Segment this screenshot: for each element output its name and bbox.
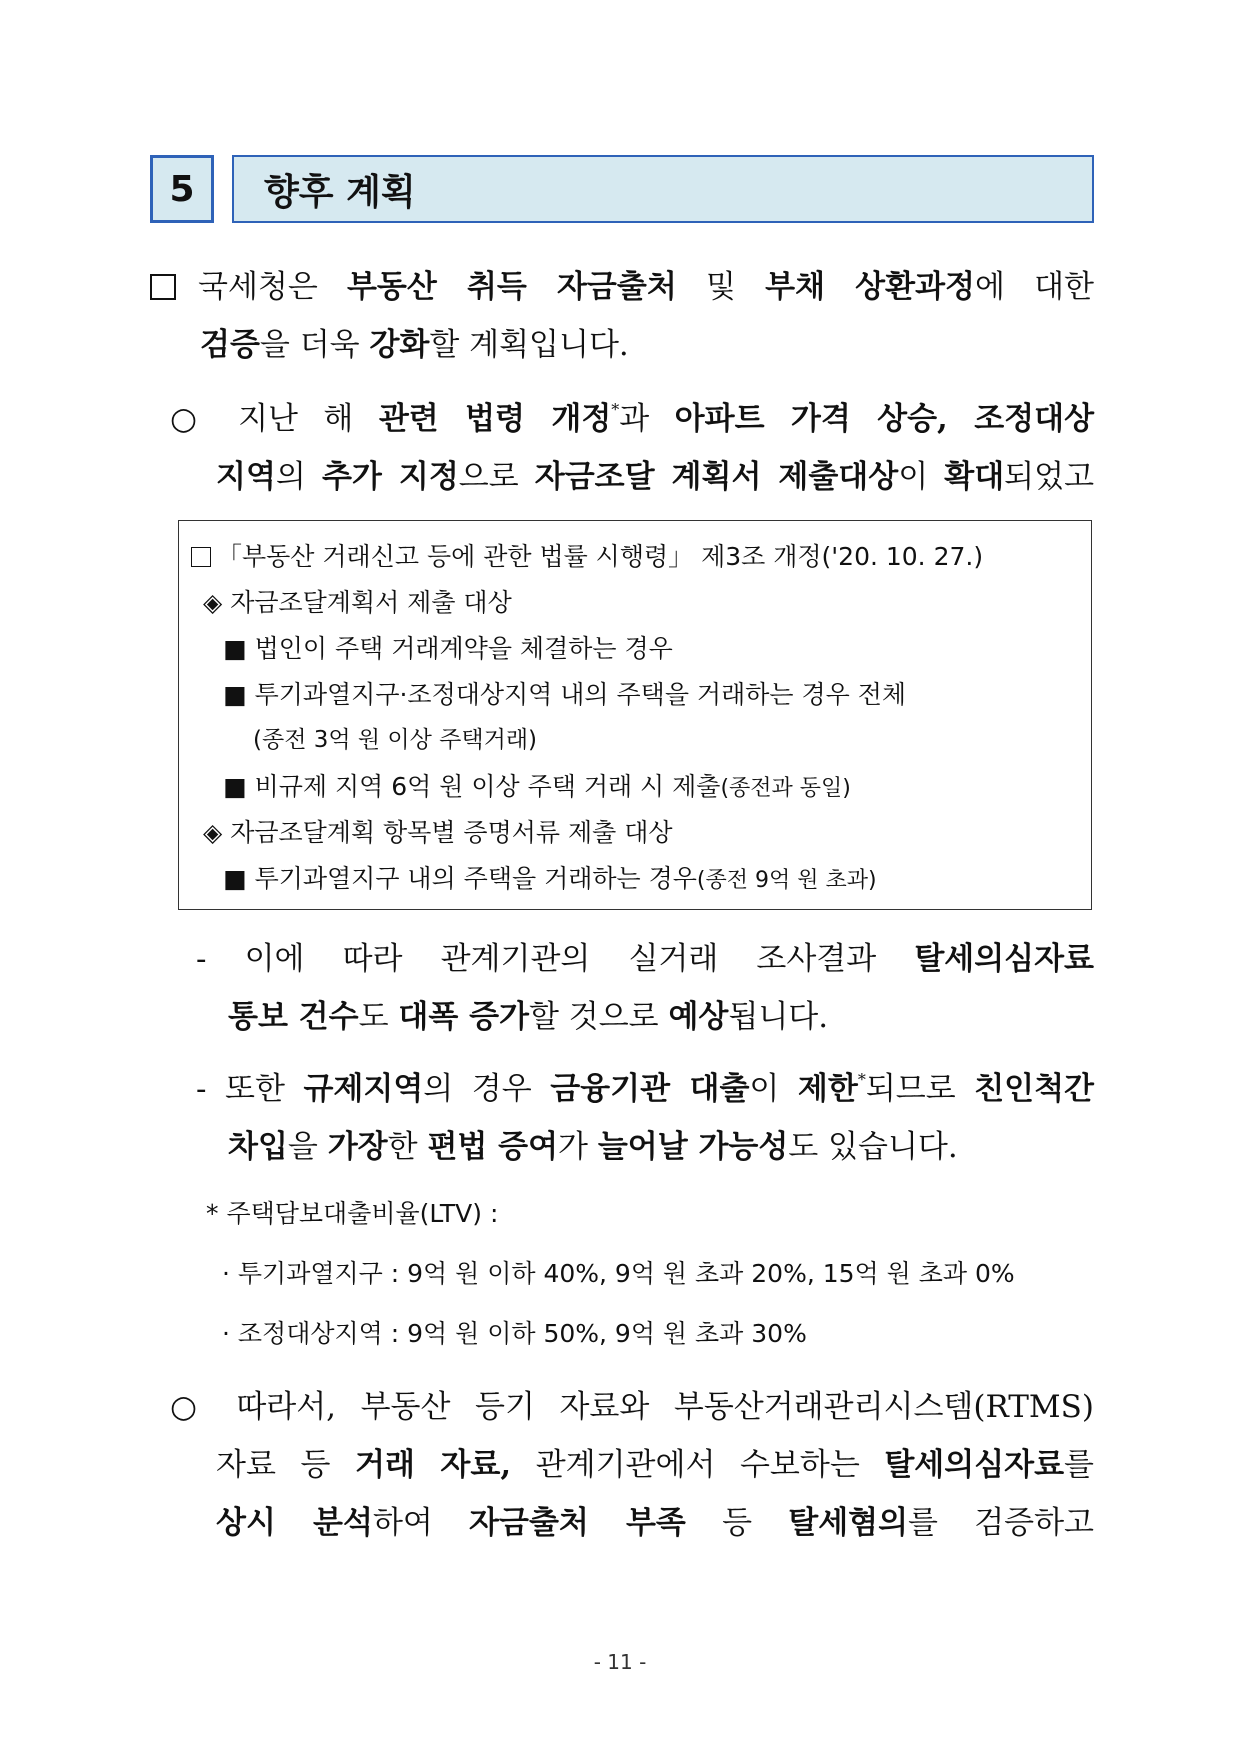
checkbox-icon: [191, 547, 211, 567]
footnote-item-1: · 투기과열지구 : 9억 원 이하 40%, 9억 원 초과 20%, 15억 원 초과 0%: [222, 1259, 1015, 1288]
checkbox-icon: [150, 274, 176, 300]
box-header: 「부동산 거래신고 등에 관한 법률 시행령」 제3조 개정('20. 10. 27.): [191, 537, 983, 573]
box-item: ■ 비규제 지역 6억 원 이상 주택 거래 시 제출(종전과 동일): [223, 772, 851, 801]
square-bullet-icon: ■: [223, 772, 247, 801]
footnote-title: * 주택담보대출비율(LTV) :: [206, 1199, 499, 1228]
footnote-item-2: · 조정대상지역 : 9억 원 이하 50%, 9억 원 초과 30%: [222, 1319, 807, 1348]
circle-bullet-icon: ○: [170, 1389, 237, 1425]
square-bullet-icon: ■: [223, 634, 247, 663]
dash-paragraph-1: - 이에 따라 관계기관의 실거래 조사결과 탈세의심자료 통보 건수도 대폭 증가할 것으로 예상됩니다.: [196, 941, 1094, 1035]
bullet-paragraph-1: ○ 지난 해 관련 법령 개정*과 아파트 가격 상승, 조정대상 지역의 추가 지정으로 자금조달 계획서 제출대상이 확대되었고: [170, 400, 1095, 495]
box-diamond-1: ◈ 자금조달계획서 제출 대상: [203, 588, 512, 617]
square-bullet-icon: ■: [223, 864, 247, 893]
square-bullet-icon: ■: [223, 680, 247, 709]
box-item-note: (종전 3억 원 이상 주택거래): [253, 727, 538, 753]
box-item: ■ 법인이 주택 거래계약을 체결하는 경우: [223, 634, 673, 663]
section-number: 5: [150, 155, 214, 223]
dash-paragraph-2: - 또한 규제지역의 경우 금융기관 대출이 제한*되므로 친인척간 차입을 가장한 편법 증여가 늘어날 가능성도 있습니다.: [196, 1070, 1094, 1165]
bullet-paragraph-2: ○ 따라서, 부동산 등기 자료와 부동산거래관리시스템(RTMS) 자료 등 거래 자료, 관계기관에서 수보하는 탈세의심자료를 상시 분석하여 자금출처 부족 등 탈세혐의를 검증하고: [170, 1389, 1094, 1541]
box-item: ■ 투기과열지구·조정대상지역 내의 주택을 거래하는 경우 전체: [223, 680, 907, 709]
regulation-box: [178, 520, 1092, 910]
diamond-bullet-icon: ◈: [203, 818, 223, 847]
main-paragraph: 국세청은 부동산 취득 자금출처 및 부채 상환과정에 대한 검증을 더욱 강화할 계획입니다.: [150, 258, 1094, 374]
circle-bullet-icon: ○: [170, 401, 239, 437]
box-item: ■ 투기과열지구 내의 주택을 거래하는 경우(종전 9억 원 초과): [223, 864, 877, 893]
page-number: - 11 -: [593, 1650, 647, 1674]
section-title: 향후 계획: [232, 155, 1094, 223]
box-diamond-2: ◈ 자금조달계획 항목별 증명서류 제출 대상: [203, 818, 673, 847]
diamond-bullet-icon: ◈: [203, 588, 223, 617]
